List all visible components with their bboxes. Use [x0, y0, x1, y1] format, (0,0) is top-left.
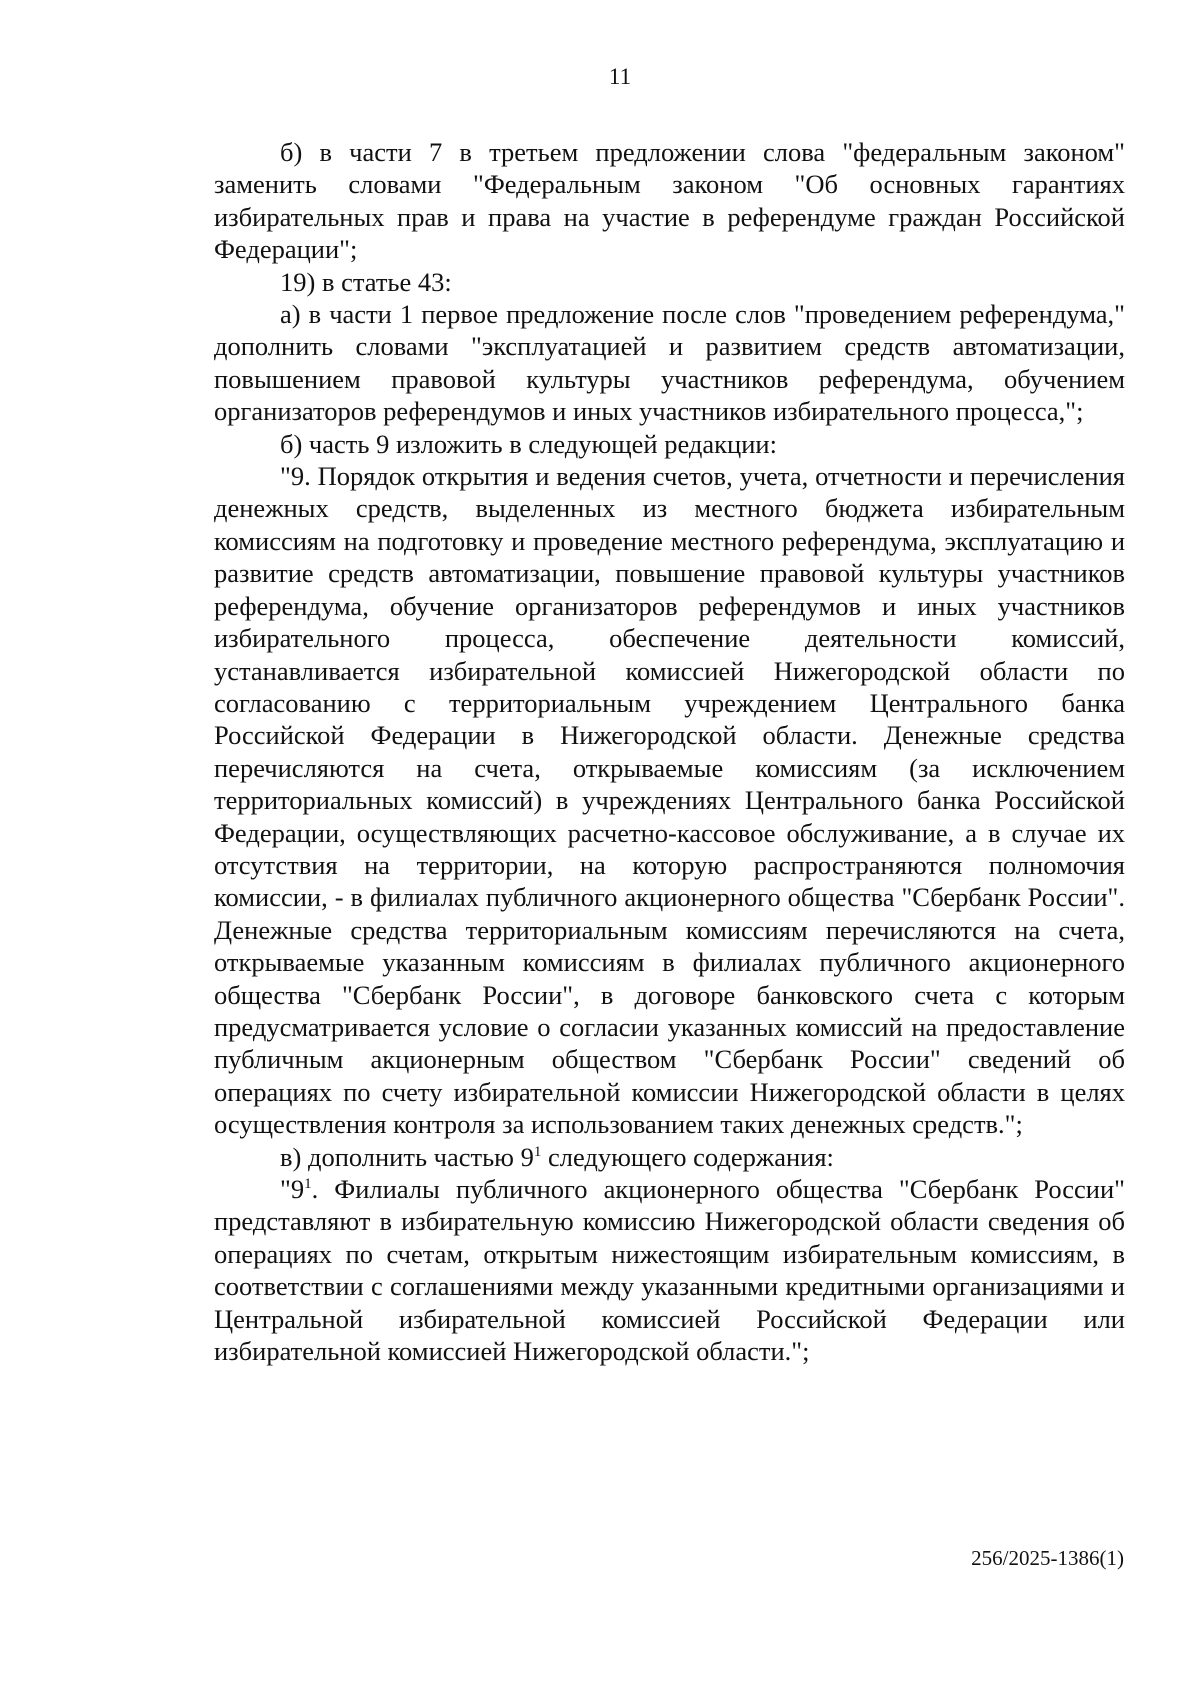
paragraph-part9-1-text: [214, 1173, 1125, 1367]
paragraph-a-part1: а) в части 1 первое предложение после слов "проведением референдума," дополнить словами "эксплуатацией и развитием средств автоматизации, повышением правовой культуры участников референдума, обучением организаторов референдумов и иных участников избирательного процесса,";: [214, 299, 1125, 427]
paragraph-v-part9-1-intro: [214, 1141, 1125, 1173]
paragraph-v-text: в) дополнить частью 9: [280, 1141, 534, 1172]
part9-1-body: . Филиалы публичного акционерного общества "Сбербанк России" представляют в избирательную комиссию Нижегородской области сведения об операциях по счетам, открытым нижестоящим избирательным комиссиям, в соответствии с соглашениями между указанными кредитными организациями и Центральной избирательной комиссией Российской Федерации или избирательной комиссией Нижегородской области.";: [214, 1174, 1125, 1367]
part9-1-open: "9: [280, 1174, 305, 1204]
paragraph-v-text-end: следующего содержания:: [541, 1141, 834, 1172]
document-code: 256/2025-1386(1): [971, 1546, 1124, 1570]
paragraph-b-part9-intro: б) часть 9 изложить в следующей редакции:: [280, 428, 777, 459]
page-number: 11: [608, 64, 632, 89]
superscript-1: 1: [533, 1143, 542, 1160]
superscript-1: 1: [304, 1176, 312, 1193]
paragraph-b-part7: б) в части 7 в третьем предложении слова "федеральным законом" заменить словами "Федеральным законом "Об основных гарантиях избирательных прав и права на участие в референдуме граждан Российской Федерации";: [214, 137, 1125, 265]
paragraph-19-article43: 19) в статье 43:: [280, 266, 452, 297]
document-body: [214, 136, 1125, 1367]
paragraph-part9-text: "9. Порядок открытия и ведения счетов, учета, отчетности и перечисления денежных средств, выделенных из местного бюджета избирательным комиссиям на подготовку и проведение местного референдума, эксплуатацию и развитие средств автоматизации, повышение правовой культуры участников референдума, обучение организаторов референдумов и иных участников избирательного процесса, обеспечение деятельности комиссий, устанавливается избирательной комиссией Нижегородской области по согласованию с территориальным учреждением Центрального банка Российской Федерации в Нижегородской области. Денежные средства перечисляются на счета, открываемые комиссиям (за исключением территориальных комиссий) в учреждениях Центрального банка Российской Федерации, осуществляющих расчетно-кассовое обслуживание, а в случае их отсутствия на территории, на которую распространяются полномочия комиссии, - в филиалах публичного акционерного общества "Сбербанк России". Денежные средства территориальным комиссиям перечисляются на счета, открываемые указанным комиссиям в филиалах публичного акционерного общества "Сбербанк России", в договоре банковского счета с которым предусматривается условие о согласии указанных комиссий на предоставление публичным акционерным обществом "Сбербанк России" сведений об операциях по счету избирательной комиссии Нижегородской области в целях осуществления контроля за использованием таких денежных средств.";: [214, 461, 1125, 1140]
